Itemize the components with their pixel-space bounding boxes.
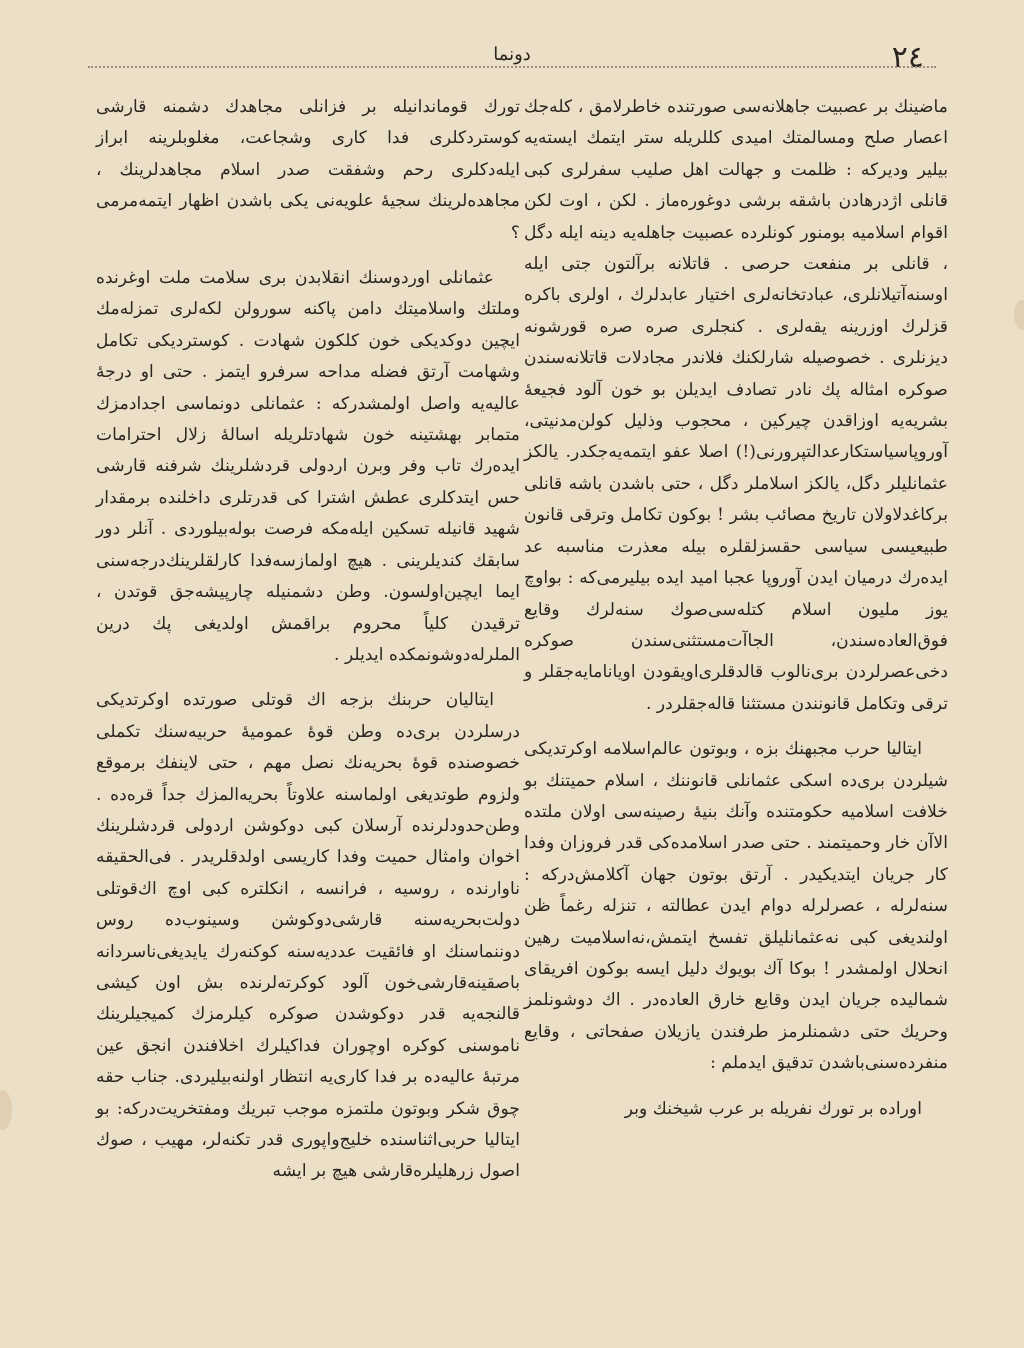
- paragraph: تورك قوماندانیله بر فزانلی مجاهدك دشمنه قارشی كوستردكلری فدا كاری وشجاعت، مغلوبلرینه ابراز ایله‌دكلری رحم وشفقت صدر اسلام مجاهدلرینك ، مجاهده‌لرینك سجیهٔ علویه‌نی یكی باشدن اظهار ایتمه‌مرمی ؟: [96, 97, 520, 243]
- header-divider: [88, 66, 936, 68]
- paper-stain: [0, 1090, 12, 1130]
- paragraph: ایتالیا حرب مجبهنك بزه ، وبوتون عالم‌اسلامه اوكرتدیكی شیلردن بری‌ده اسكی عثمانلی قانوننك ، اسلام حمیتنك بو خلافت اسلامیه حكومتنده وآنك بنیهٔ رصینه‌سی اولان ملتده الاآن خار وحمیتمند . حتی صدر اسلامده‌كی قدر فروزان وفدا كار جریان ایتدیكیدر . آرتق بوتون جهان آكلامش‌دركه : سنه‌لرله ، عصرلرله دوام ایدن عطالته ، تنزله رغماً ظن اولندیغی كبی نه‌عثمانلیلق تفسخ ایتمش،نه‌اسلامیت رهین انحلال اولمشدر ! بوكا آك بویوك دلیل ایسه بوكون افریقای شمالیده جریان ایدن وقایع خارق العاده‌در . اك دوشونلمز وحریك حتی دشمنلرمز طرفندن یازیلان صفحاتی ، وقایع منفرده‌سنی‌باشدن تدقیق ایدملم :: [524, 739, 948, 1074]
- paragraph: اوراده بر تورك نفریله بر عرب شیخنك وبر: [624, 1098, 922, 1119]
- paper-stain: [1014, 300, 1024, 330]
- paragraph: ایتالیان حربنك بزجه اك قوتلی صورتده اوكرتدیكی درسلردن بری‌ده وطن قوهٔ عمومیهٔ حربیه‌سنك تكملی خصوصنده قوهٔ بحریه‌نك نصل مهم ، حتی لاینفك برموقع ولزوم طوتدیغی اولماسنه علاوتاً بحریه‌المزك جداً قرەده . وطن‌حدودلرنده آرسلان كبی دوكوشن اردولی قردشلرینك اخوان وامثال حمیت وفدا كاریسی اولدقلریدر . فی‌الحقیقه ناوارنده ، روسیه ، فرانسه ، انكلتره كبی اوچ اك‌قوتلی دولت‌بحریه‌سنه قارشی‌دوكوشن وسینوب‌ده روس دوننماسنك او فائقیت عددیه‌سنه كوكنه‌رك یایدیغی‌ناسردانه باصقینه‌قارشی‌خون آلود كوكرته‌لرنده بش اون كیشی قالنجه‌یه قدر دوكوشدن صوكره كیلرمزك كمیجیلرینك ناموسنی كوكره اوچوران فداكیلرك اخلافندن انجق عین مرتبهٔ عالیه‌ده بر فدا كاری‌یه انتظار اولنه‌بیلیردی. جناب حقه چوق شكر وبوتون ملتمزه موجب تبریك ومفتخریت‌دركه: بو ایتالیا حربی‌اثناسنده خلیج‌واپوری قدر تكنه‌لر، مهیب ، صوك اصول زرهلیلره‌قارشی هیچ بر ایشه: [96, 690, 520, 1182]
- right-column: [524, 92, 948, 1318]
- running-title: دونما: [493, 44, 531, 65]
- page-header: [80, 40, 944, 80]
- left-column: [96, 92, 520, 1318]
- page-number: ٢٤: [891, 40, 924, 75]
- paragraph: ماضینك بر عصبیت جاهلانه‌سی صورتنده خاطرلامق ، كلەجك اعصار صلح ومسالمتك امیدی كللریله ستر ایتمك ایستەیه بیلیر ودیركه : ظلمت و جهالت اهل صلیب سفرلری كبی قانلی اژدرهادن باشقه برشی دوغوره‌ماز . لكن ، اوت لكن اقوام اسلامیه بومنور كونلرده عصبیت جاهله‌یه دینه ایله دگل ، قانلی بر منفعت حرصی . قاتلانه برآلتون جتی ایله اوسنه‌آتیلانلری، عبادتخانه‌لری اختیار عابدلرك ، اولری باكره قزلرك اوزرینه یقه‌لری . كنجلری صره صره قورشونه دیزنلری . خصوصیله شارلكنك فلاندر مجادلات قاتلانه‌سندن صوكره امثاله پك نادر تصادف ایدیلن بو خون آلود فجیعهٔ بشریه‌یه اوزاقدن چیركین ، محجوب وذلیل كولن‌مدنیتی، آوروپاسیاستكارعدالتپرورنی(!) اصلا عفو ایتمه‌یه‌جكدر. یالكز عثمانلیلر دگل، یالكز اسلاملر دگل ، حتی باشدن باشه قانلی بركاغدلاولان تاریخ مصائب بشر ! بوكون تكامل وترقی قانون طبیعیسی سیاسی حقسزلقلره بیله معذرت مناسبه عد ایده‌رك درمیان ایدن آوروپا عجبا امید ایده بیلیرمی‌كه : بواوچ یوز ملیون اسلام كتله‌سی‌صوك سنه‌لرك وقایع فوق‌العاده‌سندن، الجاآت‌مستثنی‌سندن صوكره دخی‌عصرلردن بری‌نالوب قالدقلری‌اویقودن اویانامایه‌جقلر و ترقی وتكامل قانونندن مستثنا قاله‌جقلردر .: [524, 97, 948, 714]
- paragraph: عثمانلی اوردوسنك انقلابدن بری سلامت ملت اوغرنده وملتك واسلامیتك دامن پاكنه سورولن لكه‌لری تمزلەمك ایچین دوكدیكی خون كلكون شهادت . كوستردیكی تكامل وشهامت آرتق فضله مداحه سرفرو ایتمز . حتی او درجهٔ عالیه‌یه واصل اولمشدركه : عثمانلی دونماسی اجدادمزك متمابر بهشتینه خون شهادتلریله اسالهٔ زلال احترامات ایده‌رك تاب وفر وبرن اردولی قردشلرینك شرفنه قارشی حس ایتدكلری عطش اشترا كی قدرتلری داخلنده برمقدار شهید قانیله تسكین ایلەمكه فرصت بوله‌بیلوردی . آنلر دور سابقك كندیلرینی . هیچ اولمازسه‌فدا كارلقلرینك‌درجه‌سنی ایما ایچین‌اولسون. وطن دشمنیله چارپیشه‌جق قوتدن ، ترقیدن كلیاً محروم براقمش اولدیغی پك درین الملرله‌دوشونمكده ایدیلر .: [96, 268, 520, 665]
